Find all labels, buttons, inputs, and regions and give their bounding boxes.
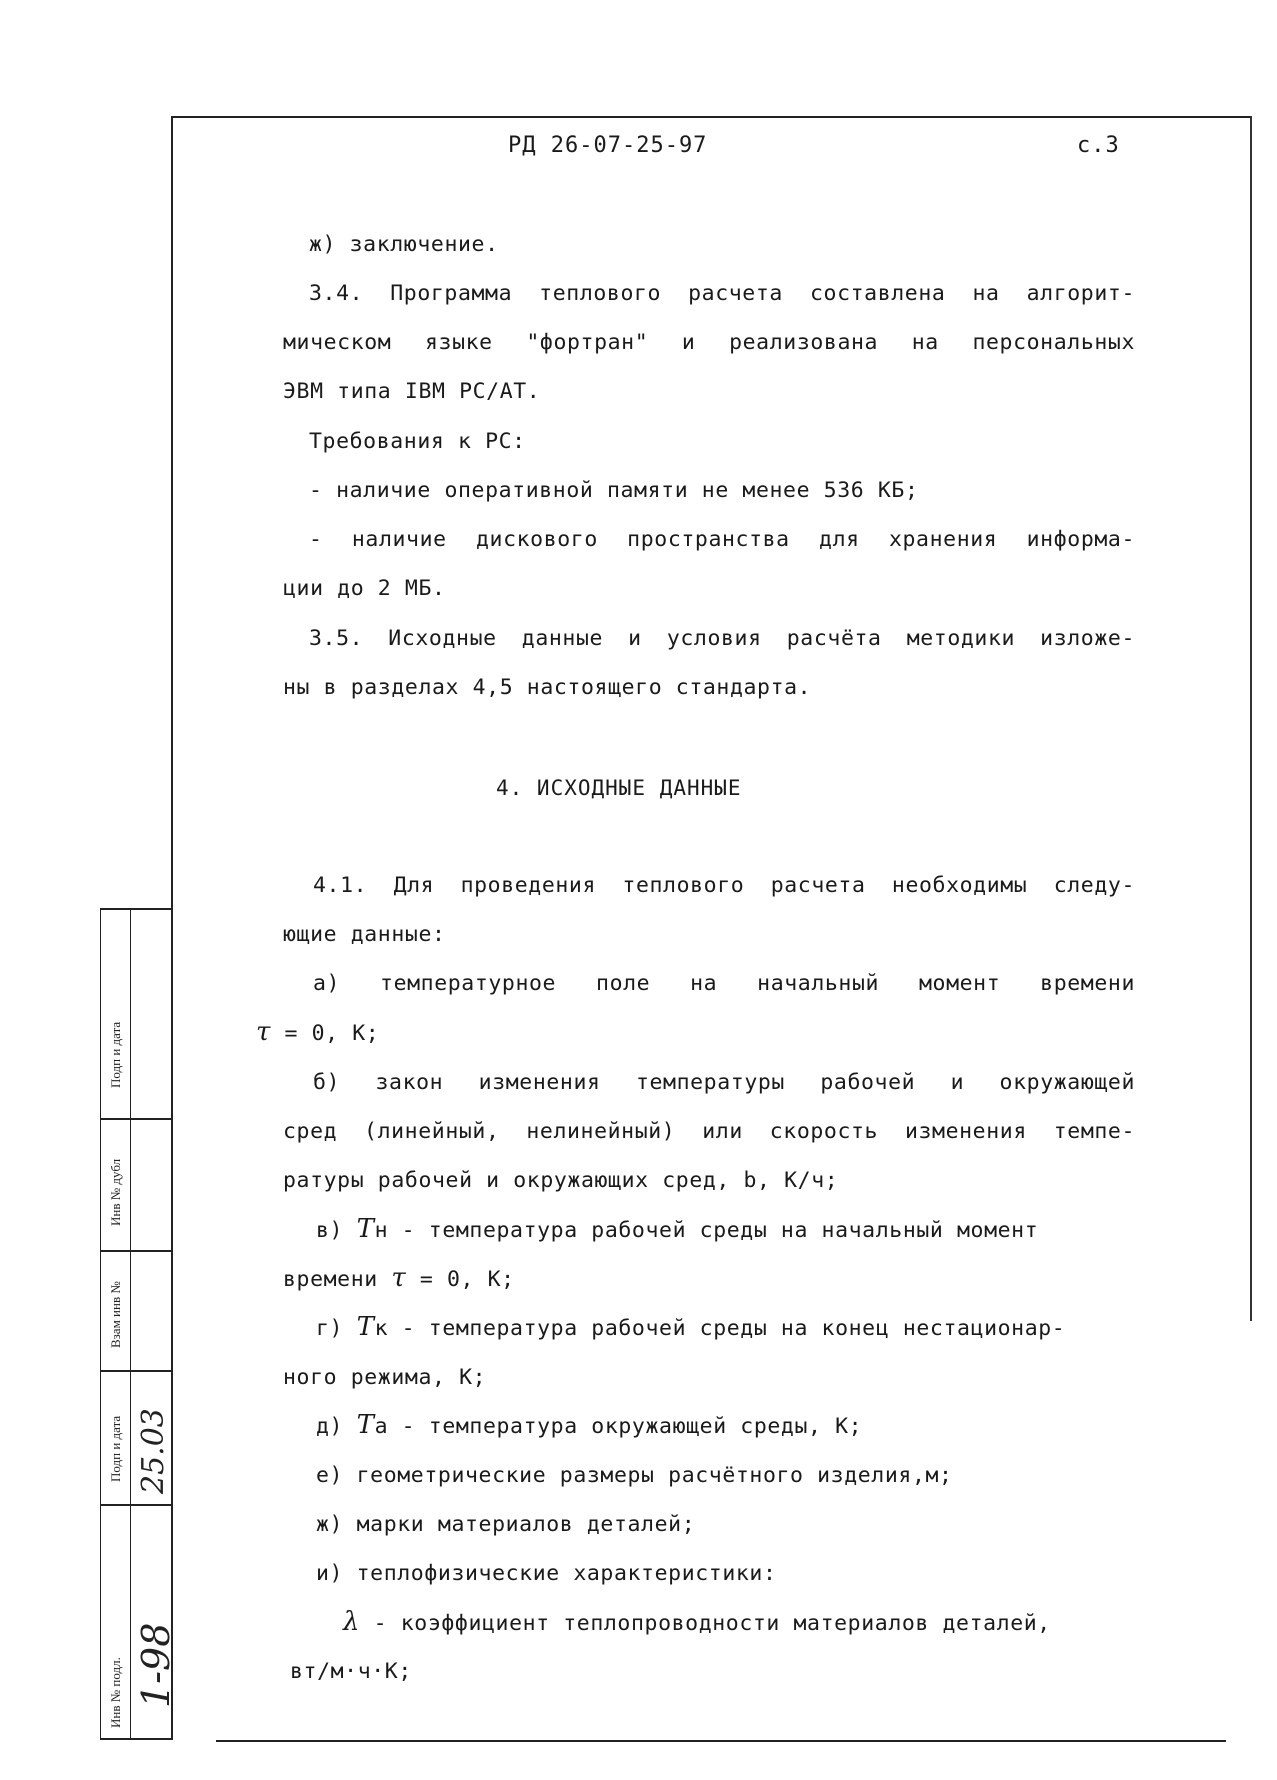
text-fragment: к - температура рабочей среды на конец нестационар- [374, 1316, 1066, 1341]
text-fragment: в) [316, 1218, 344, 1243]
text-line: 4.1. Для проведения теплового расчета необходимы следу- [313, 873, 1135, 898]
text-line: вт/м·ч·К; [290, 1659, 412, 1684]
text-line: ж) марки материалов деталей; [316, 1512, 696, 1537]
text-line: ции до 2 МБ. [283, 576, 446, 601]
text-fragment: н - температура рабочей среды на начальный момент [374, 1218, 1039, 1243]
stamp-divider [130, 908, 131, 1740]
text-line: ющие данные: [283, 922, 446, 947]
text-line: а) температурное поле на начальный момент времени [313, 971, 1135, 996]
text-line [316, 1214, 1038, 1244]
text-line: 3.4. Программа теплового расчета составлена на алгорит- [309, 281, 1135, 306]
page-number: с.3 [1077, 133, 1120, 158]
text-line [316, 1410, 862, 1440]
t-symbol: Т [356, 1214, 375, 1244]
stamp-divider [100, 1504, 172, 1506]
text-line [316, 1312, 1065, 1342]
t-symbol: Т [356, 1312, 375, 1342]
text-fragment: д) [316, 1414, 344, 1439]
stamp-divider [100, 1118, 172, 1120]
text-line [256, 1017, 379, 1047]
text-line: е) геометрические размеры расчётного изделия,м; [316, 1463, 953, 1488]
text-line: ж) заключение. [309, 232, 499, 257]
text-line: - наличие дискового пространства для хранения информа- [309, 527, 1135, 552]
text-line: сред (линейный, нелинейный) или скорость изменения темпе- [283, 1119, 1135, 1144]
stamp-label-podp-data: Подп и дата [108, 1415, 123, 1482]
text-fragment: = 0, К; [284, 1021, 380, 1046]
stamp-divider [100, 908, 172, 910]
stamp-divider [100, 1370, 172, 1372]
text-line [343, 1607, 1051, 1637]
text-fragment: времени [283, 1267, 378, 1292]
page-frame-bottom [216, 1740, 1226, 1742]
stamp-label-inv-dubl: Инв № дубл [108, 1158, 123, 1226]
page-frame-right [1250, 116, 1252, 1321]
tau-symbol: τ [391, 1263, 407, 1293]
text-line: ЭВМ типа IBM PC/AT. [283, 379, 541, 404]
t-symbol: Т [356, 1410, 375, 1440]
text-fragment: - коэффициент теплопроводности материалов деталей, [373, 1611, 1051, 1636]
text-line: ного режима, К; [283, 1365, 487, 1390]
handwritten-inventory-number: 1-98 [134, 1622, 178, 1708]
text-fragment: а - температура окружающей среды, К; [374, 1414, 863, 1439]
text-line: - наличие оперативной памяти не менее 536 КБ; [309, 478, 919, 503]
handwritten-date: 25.03 [136, 1408, 171, 1494]
page-frame-top [172, 116, 1252, 118]
text-line: мическом языке "фортран" и реализована на персональных [283, 330, 1135, 355]
text-line: ратуры рабочей и окружающих сред, b, К/ч; [283, 1168, 839, 1193]
tau-symbol: τ [256, 1017, 271, 1047]
text-line: ны в разделах 4,5 настоящего стандарта. [283, 675, 812, 700]
text-line: 3.5. Исходные данные и условия расчёта методики изложе- [309, 626, 1135, 651]
stamp-divider [100, 1250, 172, 1252]
stamp-label-vzam-inv: Взам инв № [108, 1281, 123, 1348]
lambda-symbol: λ [343, 1607, 361, 1637]
text-line: и) теплофизические характеристики: [316, 1561, 777, 1586]
stamp-divider [100, 1738, 172, 1740]
text-line: Требования к PC: [309, 429, 526, 454]
stamp-label-inv-podl: Инв № подл. [108, 1657, 123, 1728]
stamp-label-podp-data: Подп и дата [108, 1021, 123, 1088]
text-fragment: = 0, К; [419, 1267, 515, 1292]
section-heading: 4. ИСХОДНЫЕ ДАННЫЕ [496, 776, 742, 800]
text-fragment: г) [316, 1316, 344, 1341]
text-line [283, 1263, 515, 1293]
stamp-border [100, 908, 101, 1740]
side-stamp-block [100, 908, 178, 1740]
document-code: РД 26-07-25-97 [508, 133, 708, 158]
text-line: б) закон изменения температуры рабочей и окружающей [313, 1070, 1135, 1095]
